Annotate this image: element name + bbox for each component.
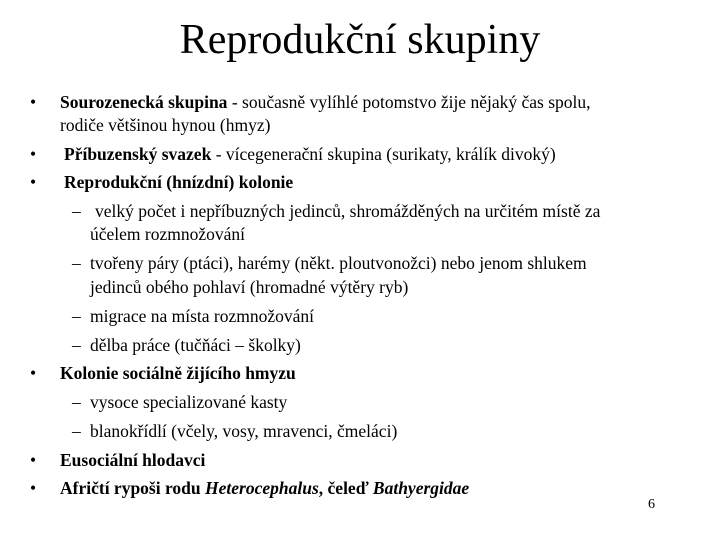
subitem-line: tvořeny páry (ptáci), harémy (někt. ploutvonožci) nebo jenom shlukem <box>90 253 587 273</box>
subitem-line: blanokřídlí (včely, vosy, mravenci, čmeláci) <box>90 421 398 441</box>
subitem-line: velký počet i nepříbuzných jedinců, shromážděných na určitém místě za <box>95 201 601 221</box>
dash-marker: – <box>72 306 81 326</box>
bullet-marker: • <box>30 478 37 498</box>
item-term: Příbuzenský svazek <box>64 144 212 164</box>
subitem-line: migrace na místa rozmnožování <box>90 306 315 326</box>
subitem-line: vysoce specializované kasty <box>90 392 288 412</box>
item-text: - vícegenerační skupina (surikaty, králík divoký) <box>211 144 556 164</box>
item-term: Sourozenecká skupina <box>60 92 228 112</box>
list-item-hmyz: Kolonie sociálně žijícího hmyzu <box>60 363 296 383</box>
list-item-continuation: rodiče většinou hynou (hmyz) <box>60 115 271 135</box>
page-number: 6 <box>648 497 655 512</box>
genus-name: Heterocephalus <box>205 478 319 498</box>
dash-marker: – <box>72 201 81 221</box>
item-text: , čeleď <box>318 478 373 498</box>
bullet-marker: • <box>30 363 37 383</box>
slide-title: Reprodukční skupiny <box>179 17 541 63</box>
bullet-marker: • <box>30 144 37 164</box>
list-item-eusocialni: Eusociální hlodavci <box>60 450 206 470</box>
subitem-continuation: účelem rozmnožování <box>90 224 246 244</box>
dash-marker: – <box>72 335 81 355</box>
subitem-continuation: jedinců obého pohlaví (hromadné výtěry ryb) <box>90 277 409 297</box>
list-item-pribuzensky <box>64 143 556 165</box>
dash-marker: – <box>72 253 81 273</box>
list-item-sourozenecka <box>60 91 591 113</box>
item-term: Afričtí rypoši rodu <box>60 478 206 498</box>
item-text: - současně vylíhlé potomstvo žije nějaký čas spolu, <box>227 92 591 112</box>
bullet-marker: • <box>30 172 37 192</box>
dash-marker: – <box>72 392 81 412</box>
bullet-marker: • <box>30 450 37 470</box>
dash-marker: – <box>72 421 81 441</box>
family-name: Bathyergidae <box>372 478 470 498</box>
list-item-kolonie: Reprodukční (hnízdní) kolonie <box>64 172 294 192</box>
subitem-line: dělba práce (tučňáci – školky) <box>90 335 301 355</box>
list-item-rypos <box>60 477 469 499</box>
bullet-marker: • <box>30 92 37 112</box>
